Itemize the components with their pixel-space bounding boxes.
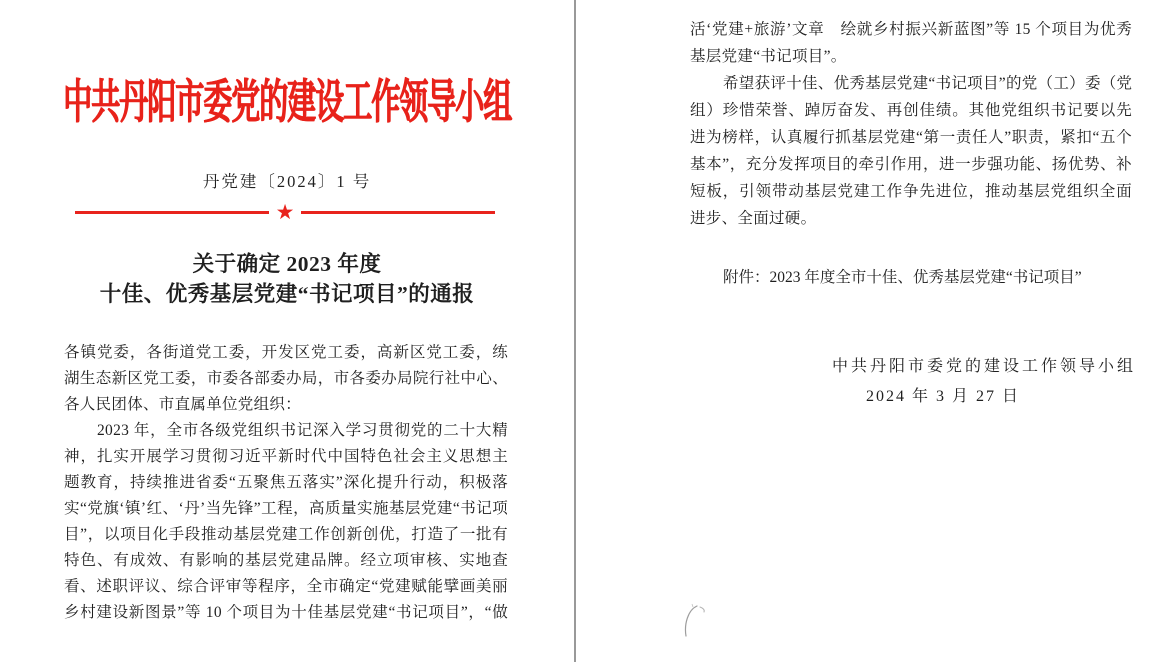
red-rule-right-segment [301, 211, 495, 214]
org-header-red-title: 中共丹阳市委党的建设工作领导小组 [62, 77, 511, 130]
body-line: 特色、有成效、有影响的基层党建品牌。经立项审核、实地查 [64, 552, 508, 569]
body-line: 湖生态新区党工委，市委各部委办局，市各委办局院行社中心、 [64, 370, 508, 387]
body-line: 基本”，充分发挥项目的牵引作用，进一步强功能、扬优势、补 [690, 156, 1132, 173]
body-line: 各镇党委，各街道党工委，开发区党工委，高新区党工委，练 [64, 344, 508, 361]
body-line: 组）珍惜荣誉、踔厉奋发、再创佳绩。其他党组织书记要以先 [690, 102, 1132, 119]
body-line: 实“党旗‘镇’红、‘丹’当先锋”工程，高质量实施基层党建“书记项 [64, 500, 508, 517]
body-line: 各人民团体、市直属单位党组织： [64, 396, 302, 413]
page-two-body [690, 16, 1132, 232]
body-line: 希望获评十佳、优秀基层党建“书记项目”的党（工）委（党 [723, 75, 1132, 92]
body-line: 题教育，持续推进省委“五聚焦五落实”深化提升行动，积极落 [64, 474, 508, 491]
document-title-line2: 十佳、优秀基层党建“书记项目”的通报 [99, 282, 475, 306]
document-number: 丹党建〔2024〕1 号 [202, 172, 372, 191]
attachment-line: 附件：2023 年度全市十佳、优秀基层党建“书记项目” [723, 269, 1082, 286]
body-line: 短板，引领带动基层党建工作争先进位，推动基层党组织全面 [690, 183, 1132, 200]
body-line: 活‘党建+旅游’文章 绘就乡村振兴新蓝图”等 15 个项目为优秀 [690, 21, 1132, 38]
document-title-line1: 关于确定 2023 年度 [192, 252, 382, 276]
page-one [0, 0, 574, 662]
body-line: 乡村建设新图景”等 10 个项目为十佳基层党建“书记项目”，“做 [64, 604, 508, 621]
red-rule-left-segment [75, 211, 269, 214]
body-line: 2023 年，全市各级党组织书记深入学习贯彻党的二十大精 [97, 422, 508, 439]
page-one-body [64, 340, 508, 626]
signature-date: 2024 年 3 月 27 日 [866, 388, 1021, 405]
pen-mark [680, 598, 714, 640]
signature-org: 中共丹阳市委党的建设工作领导小组 [832, 358, 1137, 375]
star-icon: ★ [275, 199, 295, 224]
body-line: 神，扎实开展学习贯彻习近平新时代中国特色社会主义思想主 [64, 448, 508, 465]
body-line: 进为榜样，认真履行抓基层党建“第一责任人”职责，紧扣“五个 [690, 129, 1132, 146]
body-line: 看、述职评议、综合评审等程序，全市确定“党建赋能擘画美丽 [64, 578, 508, 595]
red-divider-rule [75, 199, 495, 225]
document-title [0, 249, 574, 309]
body-line: 目”，以项目化手段推动基层党建工作创新创优，打造了一批有 [64, 526, 508, 543]
body-line: 进步、全面过硬。 [690, 210, 817, 227]
body-line: 基层党建“书记项目”。 [690, 48, 847, 65]
